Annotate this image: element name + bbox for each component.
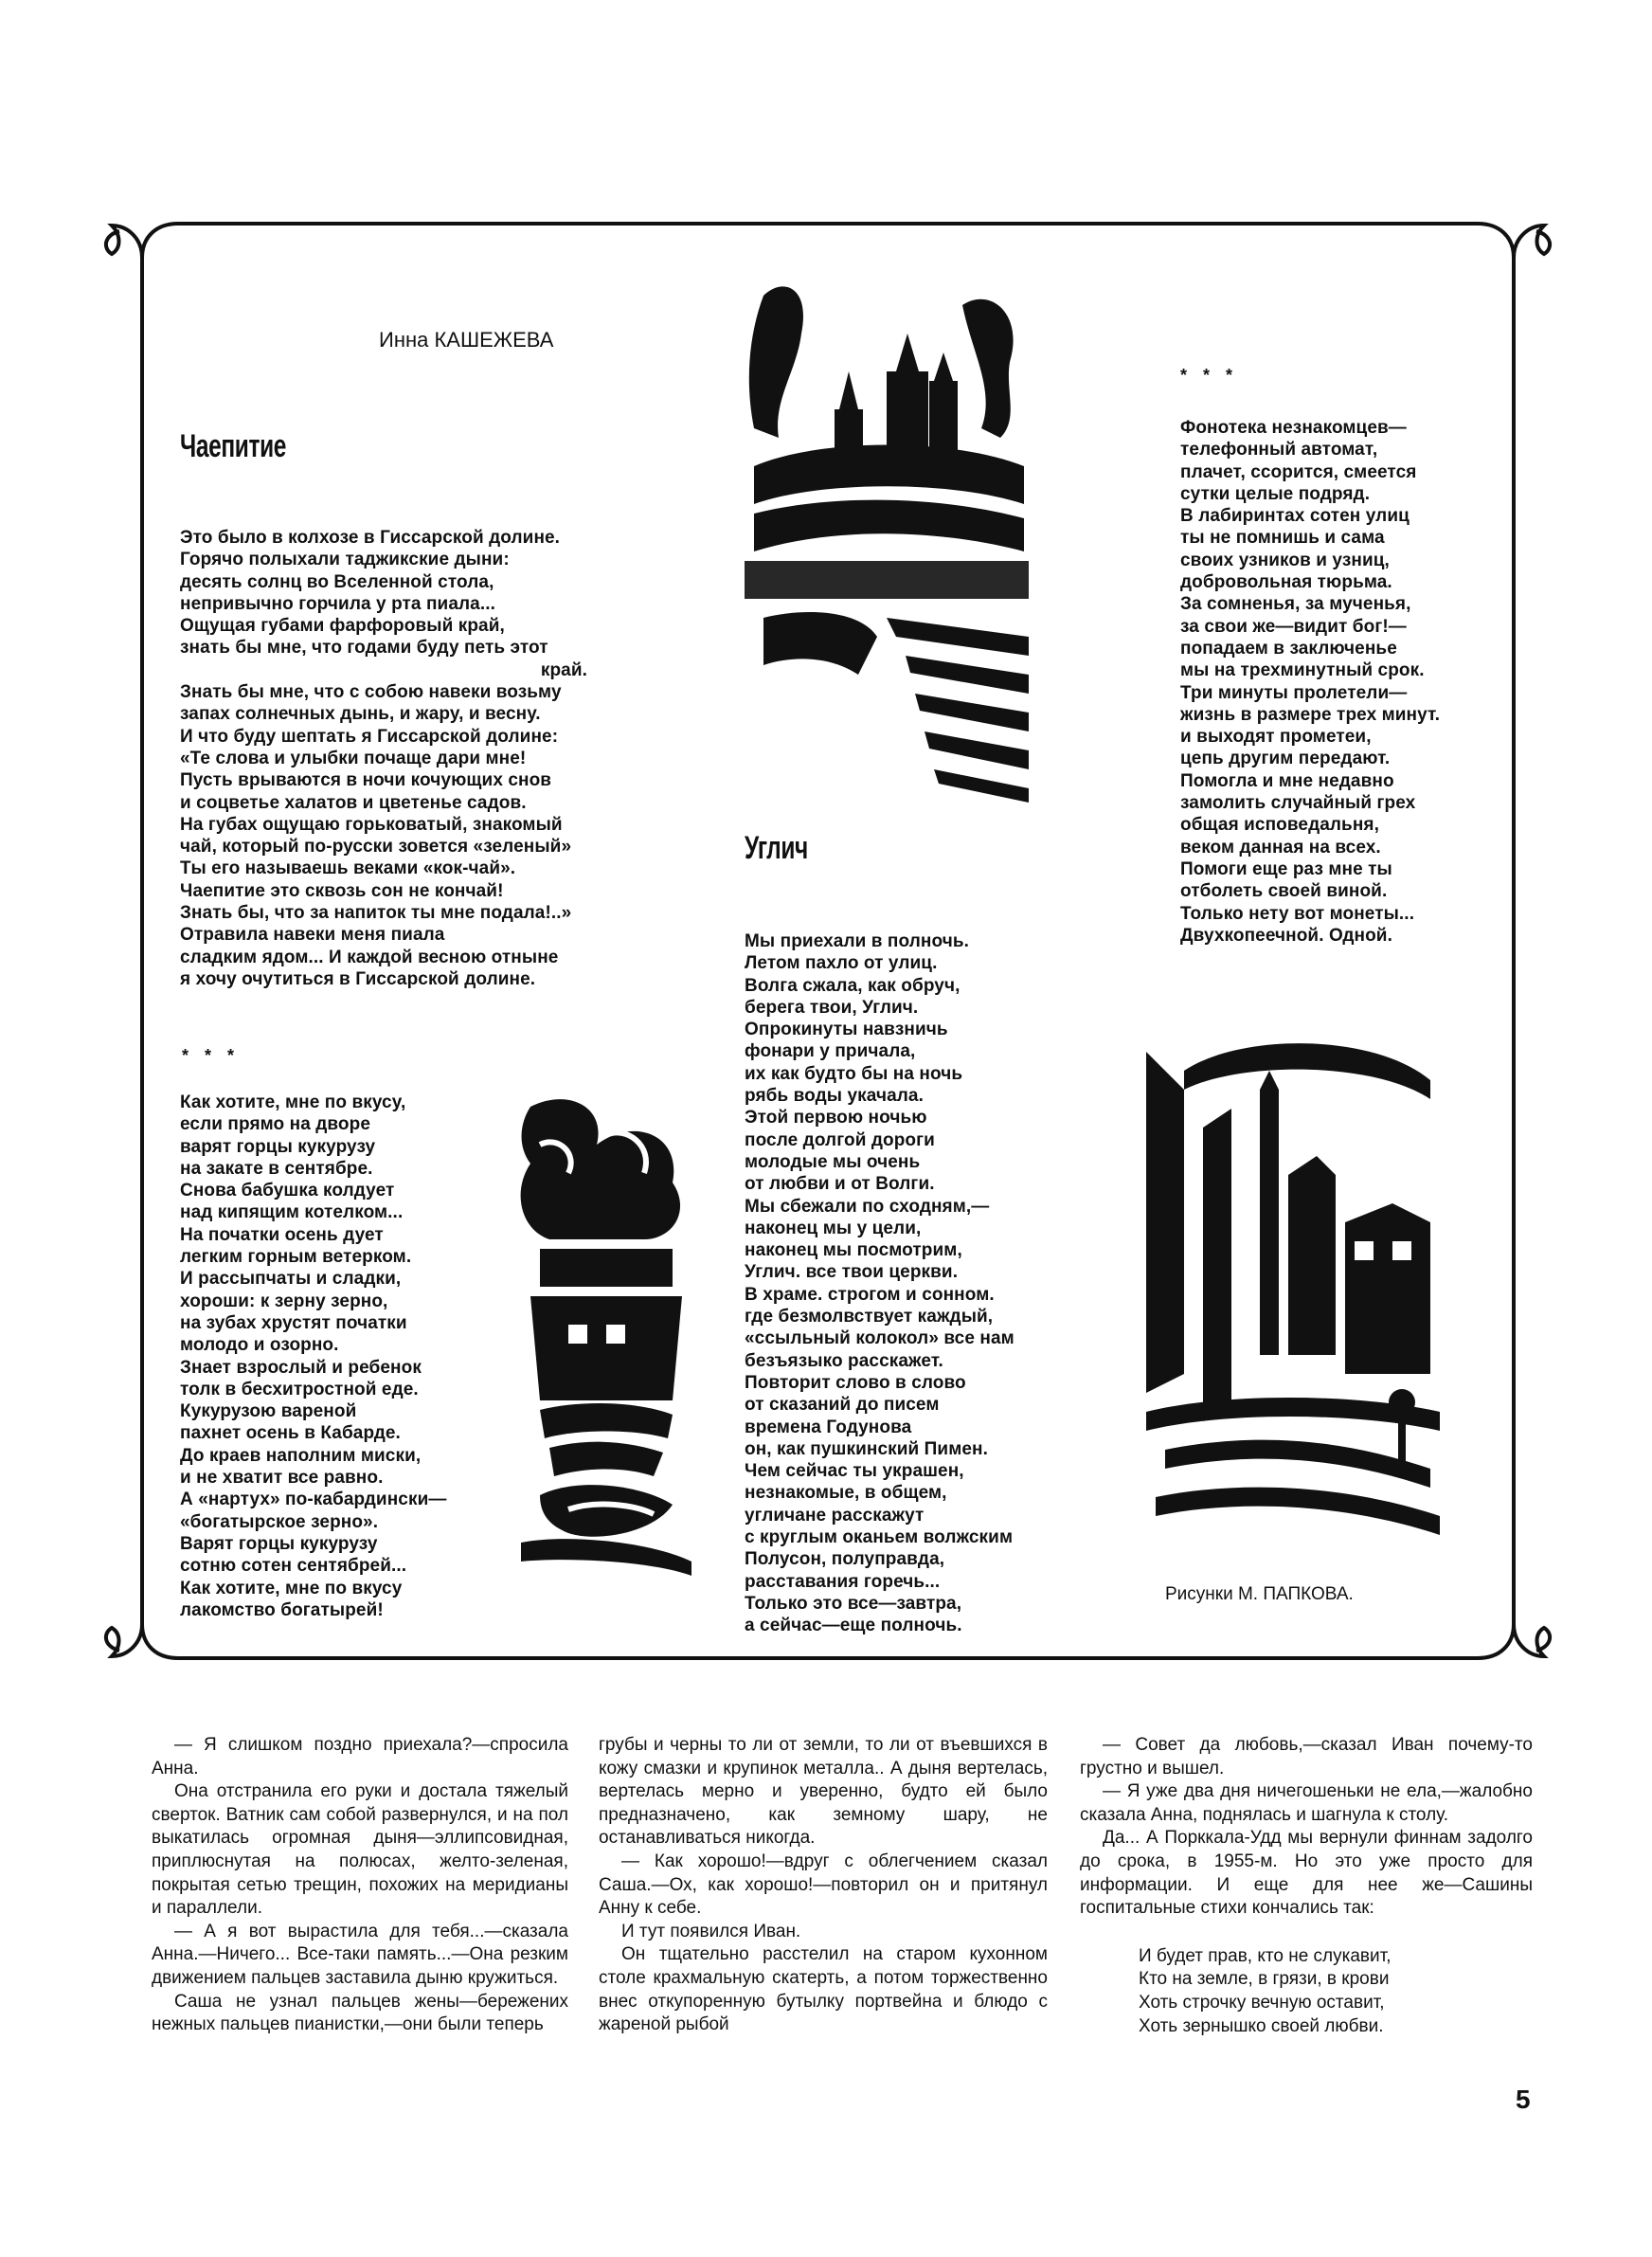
poem-line: сотню сотен сентябрей... — [180, 1556, 407, 1577]
poem-line: Мы сбежали по сходням,— — [745, 1196, 990, 1217]
poem-line: «богатырское зерно». — [180, 1511, 379, 1532]
poem-line: он, как пушкинский Пимен. — [745, 1438, 988, 1459]
poem-line: попадаем в заключенье — [1180, 638, 1397, 659]
poem-line: общая исповедальня, — [1180, 815, 1379, 836]
poem-uglich — [745, 930, 1057, 1637]
poem-line: сутки целые подряд. — [1180, 483, 1371, 504]
poem-line: чай, который по-русски зовется «зеленый» — [180, 837, 572, 858]
poem-line: фонари у причала, — [745, 1041, 916, 1062]
verse-line: Кто на земле, в грязи, в крови — [1139, 1969, 1390, 1990]
paragraph: Он тщательно расстелил на старом кухонном столе крахмальную скатерть, а потом торжественно внес откупоренную бутылку портвейна и блюдо с жареной рыбой — [599, 1944, 1048, 2035]
paragraph: Да... А Порккала-Удд мы вернули финнам задолго до срока, в 1955-м. Но это уже просто для информации. И еще для нее же—Сашины госпитальные стихи кончались так: — [1080, 1828, 1533, 1919]
poem-line: Углич. все твои церкви. — [745, 1262, 959, 1283]
poem-line: И рассыпчаты и сладки, — [180, 1269, 402, 1290]
poem-line: если прямо на дворе — [180, 1114, 371, 1135]
verse-line: Хоть зернышко своей любви. — [1139, 2015, 1384, 2036]
poem-line: веком данная на всех. — [1180, 837, 1381, 858]
poem-line: непривычно горчила у рта пиала... — [180, 593, 495, 614]
paragraph: — А я вот вырастила для тебя...—сказала Анна.—Ничего... Все-таки память...—Она резким движением пальцев заставила дыню кружиться. — [152, 1921, 568, 1988]
section-stars: * * * — [1180, 366, 1239, 385]
poem-line: после долгой дороги — [745, 1129, 935, 1150]
poem-line: «Те слова и улыбки почаще дари мне! — [180, 748, 527, 768]
poem-line: ты не помнишь и сама — [1180, 528, 1385, 549]
poem-line: сладким ядом... И каждой весною отныне — [180, 947, 559, 967]
poem-chaepitie — [180, 527, 587, 990]
poem-line: Только нету вот монеты... — [1180, 903, 1415, 924]
paragraph: — Как хорошо!—вдруг с облегчением сказал Саша.—Ох, как хорошо!—повторил он и притянул Анну к себе. — [599, 1851, 1048, 1919]
poem-title-uglich: Углич — [745, 830, 808, 866]
paragraph: — Я слишком поздно приехала?—спросила Анна. — [152, 1735, 568, 1779]
paragraph: грубы и черны то ли от земли, то ли от въевшихся в кожу смазки и крупинок металла.. А дыня вертелась, вертелась мерно и уверенно, будто ей было предназначено, как земному шару, не останавливаться никогда. — [599, 1735, 1048, 1849]
poem-line: Чаепитие это сквозь сон не кончай! — [180, 880, 504, 901]
poem-line: Горячо полыхали таджикские дыни: — [180, 550, 510, 570]
poem-kukuruza — [180, 1092, 493, 1621]
poem-line: Повторит слово в слово — [745, 1372, 966, 1393]
poem-line: замолить случайный грех — [1180, 793, 1416, 814]
poem-line: жизнь в размере трех минут. — [1180, 704, 1441, 725]
poem-line: Мы приехали в полночь. — [745, 931, 970, 951]
poem-line: телефонный автомат, — [1180, 440, 1378, 460]
poem-line: незнакомые, в общем, — [745, 1483, 947, 1504]
poem-line: молодые мы очень — [745, 1151, 921, 1172]
poem-line: за свои же—видит бог!— — [1180, 616, 1407, 637]
paragraph: И тут появился Иван. — [621, 1921, 801, 1941]
verse-line: И будет прав, кто не слукавит, — [1139, 1945, 1392, 1966]
poem-line: Двухкопеечной. Одной. — [1180, 925, 1392, 946]
poem-line: лакомство богатырей! — [180, 1599, 384, 1620]
poem-line: Как хотите, мне по вкусу, — [180, 1092, 406, 1112]
poem-line: расставания горечь... — [745, 1571, 941, 1592]
poem-line: варят горцы кукурузу — [180, 1136, 376, 1157]
poem-line: и соцветье халатов и цветенье садов. — [180, 792, 527, 813]
poem-line: «ссыльный колокол» все нам — [745, 1328, 1015, 1349]
poem-line: наконец мы у цели, — [745, 1218, 922, 1238]
poem-line: времена Годунова — [745, 1417, 912, 1437]
poem-line: от любви и от Волги. — [745, 1174, 935, 1195]
paragraph: Саша не узнал пальцев жены—бережених нежных пальцев пианистки,—они были теперь — [152, 1991, 568, 2035]
poem-line: их как будто бы на ночь — [745, 1063, 963, 1084]
poem-line: рябь воды укачала. — [745, 1086, 924, 1107]
poem-fonoteka — [1180, 417, 1493, 947]
poem-line: Летом пахло от улиц. — [745, 953, 938, 974]
poem-line: запах солнечных дынь, и жару, и весну. — [180, 704, 541, 725]
poem-line: Знать бы, что за напиток ты мне подала!..» — [180, 903, 572, 924]
poem-line: толк в бесхитростной еде. — [180, 1379, 419, 1399]
poem-line: Этой первою ночью — [745, 1108, 927, 1128]
author-name: Инна КАШЕЖЕВА — [379, 328, 554, 352]
poem-line: на закате в сентябре. — [180, 1158, 373, 1179]
poem-line: Ощущая губами фарфоровый край, — [180, 616, 505, 637]
church-landscape-illustration — [745, 277, 1029, 807]
poem-line: на зубах хрустят початки — [180, 1312, 407, 1333]
poem-line: Чем сейчас ты украшен, — [745, 1461, 964, 1482]
poem-line: угличане расскажут — [745, 1505, 925, 1526]
poem-line: своих узников и узниц, — [1180, 550, 1390, 570]
poem-line: десять солнц во Вселенной стола, — [180, 571, 494, 592]
poem-line: В лабиринтах сотен улиц — [1180, 506, 1410, 527]
paragraph: — Совет да любовь,—сказал Иван почему-то грустно и вышел. — [1080, 1735, 1533, 1779]
page-number: 5 — [1516, 2085, 1531, 2114]
poem-line: За сомненья, за мученья, — [1180, 594, 1411, 615]
poem-line: безъязыко расскажет. — [745, 1350, 943, 1371]
prose-column-2 — [599, 1734, 1048, 2037]
poem-line: Волга сжала, как обруч, — [745, 975, 961, 996]
corn-cooking-illustration — [512, 1088, 701, 1580]
poem-line: отболеть своей виной. — [1180, 881, 1388, 902]
poem-line: Отравила навеки меня пиала — [180, 925, 445, 946]
poem-line: На губах ощущаю горьковатый, знакомый — [180, 814, 563, 835]
illustration-credit: Рисунки М. ПАПКОВА. — [1165, 1584, 1354, 1604]
poem-line: Помогла и мне недавно — [1180, 770, 1394, 791]
poem-line: Как хотите, мне по вкусу — [180, 1578, 403, 1598]
poem-line: край. — [540, 659, 587, 680]
poem-line: с круглым оканьем волжским — [745, 1527, 1014, 1548]
poem-line: а сейчас—еще полночь. — [745, 1616, 962, 1636]
poem-line: Снова бабушка колдует — [180, 1181, 395, 1201]
poem-line: где безмолвствует каждый, — [745, 1307, 994, 1327]
poem-line: Варят горцы кукурузу — [180, 1533, 378, 1554]
poem-line: цепь другим передают. — [1180, 749, 1391, 769]
poem-line: берега твои, Углич. — [745, 997, 919, 1018]
poem-line: До краев наполним миски, — [180, 1445, 422, 1466]
poem-line: В храме. строгом и сонном. — [745, 1284, 995, 1305]
poem-line: Знает взрослый и ребенок — [180, 1357, 422, 1378]
poem-line: и не хватит все равно. — [180, 1468, 384, 1489]
verse-line: Хоть строчку вечную оставит, — [1139, 1992, 1385, 2013]
poem-line: Полусон, полуправда, — [745, 1549, 945, 1570]
poem-line: Это было в колхозе в Гиссарской долине. — [180, 528, 561, 548]
poem-line: над кипящим котелком... — [180, 1202, 404, 1223]
paragraph: Она отстранила его руки и достала тяжелый сверток. Ватник сам собой развернулся, и на пол выкатилась огромная дыня—эллипсовидная, приплюснутая на полюсах, желто-зеленая, покрытая сетью трещин, похожих на меридианы и параллели. — [152, 1781, 568, 1919]
poem-line: Ты его называешь веками «кок-чай». — [180, 858, 516, 879]
poem-line: Опрокинуты навзничь — [745, 1020, 948, 1040]
poem-line: и выходят прометеи, — [1180, 727, 1372, 748]
poem-line: молодо и озорно. — [180, 1335, 339, 1356]
poem-line: пахнет осень в Кабарде. — [180, 1423, 401, 1444]
poem-line: Кукурузою вареной — [180, 1401, 357, 1422]
poem-line: Фонотека незнакомцев— — [1180, 418, 1407, 438]
prose-column-1 — [152, 1734, 568, 2037]
poem-line: Только это все—завтра, — [745, 1593, 962, 1614]
poem-line: Три минуты пролетели— — [1180, 682, 1408, 703]
poem-line: мы на трехминутный срок. — [1180, 660, 1425, 681]
poem-line: добровольная тюрьма. — [1180, 572, 1392, 593]
poem-line: легким горным ветерком. — [180, 1247, 412, 1268]
poem-line: На початки осень дует — [180, 1224, 384, 1245]
poem-line: Знать бы мне, что с собою навеки возьму — [180, 682, 562, 703]
prose-column-3 — [1080, 1734, 1533, 2038]
poem-line: Помоги еще раз мне ты — [1180, 858, 1392, 879]
poem-line: плачет, ссорится, смеется — [1180, 461, 1417, 482]
tower-street-illustration — [1146, 1033, 1440, 1544]
paragraph: — Я уже два дня ничегошеньки не ела,—жалобно сказала Анна, поднялась и шагнула к столу. — [1080, 1781, 1533, 1825]
section-stars: * * * — [182, 1046, 241, 1065]
poem-line: хороши: к зерну зерно, — [180, 1291, 388, 1311]
poem-line: А «нартух» по-кабардински— — [180, 1490, 447, 1510]
poem-line: И что буду шептать я Гиссарской долине: — [180, 726, 559, 747]
poem-line: знать бы мне, что годами буду петь этот — [180, 638, 548, 659]
poem-title-chaepitie: Чаепитие — [180, 428, 287, 464]
poem-line: Пусть врываются в ночи кочующих снов — [180, 770, 552, 791]
poem-line: я хочу очутиться в Гиссарской долине. — [180, 968, 536, 989]
poem-line: от сказаний до писем — [745, 1395, 940, 1416]
poem-line: наконец мы посмотрим, — [745, 1240, 962, 1261]
